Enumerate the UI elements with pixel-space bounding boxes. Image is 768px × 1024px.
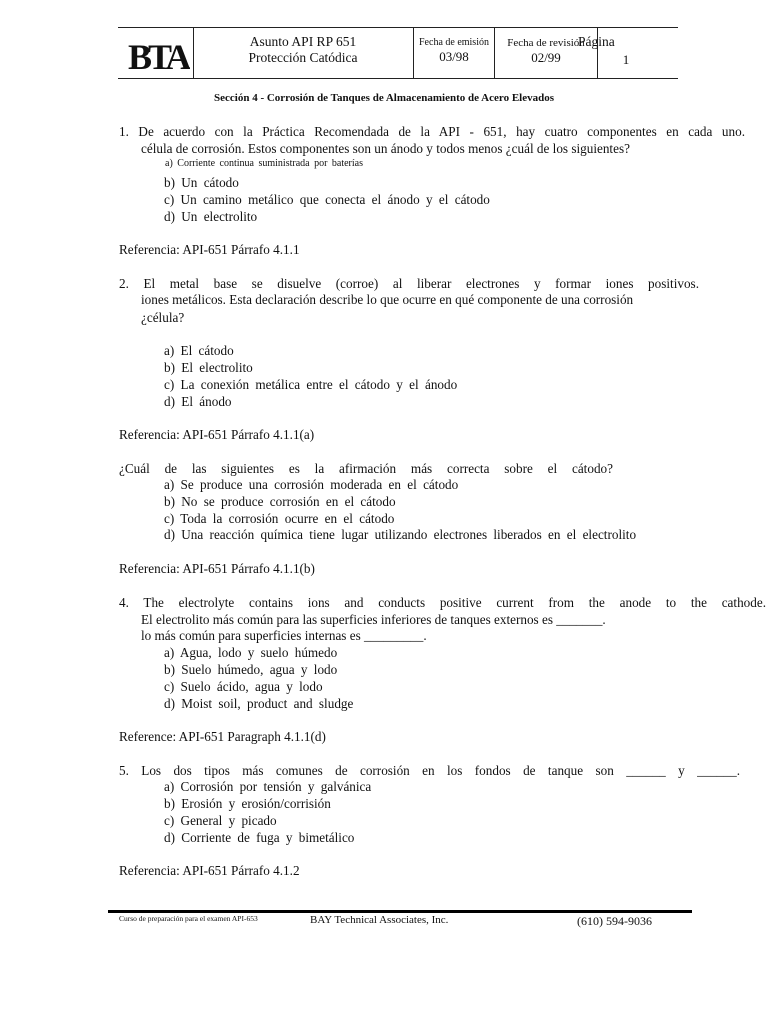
question-4-line: lo más común para superficies internas es _________. bbox=[141, 628, 427, 643]
question-3-option-c: c) Toda la corrosión ocurre en el cátodo bbox=[164, 511, 395, 526]
question-2-option-d: d) El ánodo bbox=[164, 394, 232, 409]
question-3-line: ¿Cuál de las siguientes es la afirmación más correcta sobre el cátodo? bbox=[119, 461, 613, 476]
question-1-option-b: b) Un cátodo bbox=[164, 175, 239, 190]
question-2-line: iones metálicos. Esta declaración describe lo que ocurre en qué componente de una corrosión bbox=[141, 292, 634, 307]
question-2-option-b: b) El electrolito bbox=[164, 360, 253, 375]
question-5-option-a: a) Corrosión por tensión y galvánica bbox=[164, 779, 372, 794]
question-4-line: El electrolito más común para las superficies inferiores de tanques externos es _______. bbox=[141, 612, 606, 627]
question-4-option-d: d) Moist soil, product and sludge bbox=[164, 696, 354, 711]
question-2-option-c: c) La conexión metálica entre el cátodo y el ánodo bbox=[164, 377, 458, 392]
question-5-line: 5. Los dos tipos más comunes de corrosión en los fondos de tanque son ______ y ______. bbox=[119, 763, 740, 778]
question-5-option-c: c) General y picado bbox=[164, 813, 277, 828]
revision-date-value: 02/99 bbox=[531, 50, 561, 66]
question-3-reference: Referencia: API-651 Párrafo 4.1.1(b) bbox=[119, 561, 315, 576]
question-3-option-b: b) No se produce corrosión en el cátodo bbox=[164, 494, 396, 509]
question-4-option-c: c) Suelo ácido, agua y lodo bbox=[164, 679, 323, 694]
footer-company: BAY Technical Associates, Inc. bbox=[310, 914, 449, 926]
question-1-line: 1. De acuerdo con la Práctica Recomendada de la API - 651, hay cuatro componentes en cada uno. bbox=[119, 124, 745, 139]
question-5-reference: Referencia: API-651 Párrafo 4.1.2 bbox=[119, 863, 300, 878]
question-2-reference: Referencia: API-651 Párrafo 4.1.1(a) bbox=[119, 427, 315, 442]
subject-cell bbox=[194, 34, 412, 66]
footer-phone: (610) 594-9036 bbox=[577, 914, 652, 928]
subject-title: Asunto API RP 651 bbox=[249, 34, 357, 49]
question-1-reference: Referencia: API-651 Párrafo 4.1.1 bbox=[119, 242, 300, 257]
question-1-line: célula de corrosión. Estos componentes son un ánodo y todos menos ¿cuál de los siguientes? bbox=[141, 141, 630, 156]
footer-course: Curso de preparación para el examen API-653 bbox=[119, 914, 258, 923]
header-bottom-rule bbox=[118, 78, 678, 79]
question-2-line: ¿célula? bbox=[141, 310, 185, 325]
page-number: 1 bbox=[622, 52, 630, 67]
header-top-rule bbox=[118, 27, 678, 28]
question-4-line: 4. The electrolyte contains ions and conducts positive current from the anode to the cathode. bbox=[119, 595, 766, 610]
question-4-option-a: a) Agua, lodo y suelo húmedo bbox=[164, 645, 338, 660]
issue-date-cell bbox=[414, 37, 494, 65]
section-title: Sección 4 - Corrosión de Tanques de Almacenamiento de Acero Elevados bbox=[214, 92, 554, 104]
page-label: Página bbox=[578, 34, 615, 49]
question-2-line: 2. El metal base se disuelve (corroe) al liberar electrones y formar iones positivos. bbox=[119, 276, 699, 291]
question-1-option-c: c) Un camino metálico que conecta el ánodo y el cátodo bbox=[164, 192, 490, 207]
question-3-option-d: d) Una reacción química tiene lugar utilizando electrones liberados en el electrolito bbox=[164, 527, 637, 542]
question-2-option-a: a) El cátodo bbox=[164, 343, 234, 358]
bta-logo bbox=[126, 35, 190, 75]
question-5-option-b: b) Erosión y erosión/corrisión bbox=[164, 796, 331, 811]
revision-date-label: Fecha de revisión bbox=[507, 37, 585, 49]
question-1-option-a: a) Corriente continua suministrada por baterías bbox=[165, 158, 363, 169]
question-1-option-d: d) Un electrolito bbox=[164, 209, 258, 224]
footer-rule bbox=[108, 910, 692, 913]
issue-date-value: 03/98 bbox=[439, 49, 469, 64]
logo-text: BTA bbox=[128, 37, 188, 75]
subject-topic: Protección Catódica bbox=[248, 50, 358, 66]
question-3-option-a: a) Se produce una corrosión moderada en el cátodo bbox=[164, 477, 459, 492]
issue-date-label: Fecha de emisión bbox=[419, 37, 489, 48]
question-5-option-d: d) Corriente de fuga y bimetálico bbox=[164, 830, 355, 845]
question-4-option-b: b) Suelo húmedo, agua y lodo bbox=[164, 662, 338, 677]
question-4-reference: Reference: API-651 Paragraph 4.1.1(d) bbox=[119, 729, 326, 744]
